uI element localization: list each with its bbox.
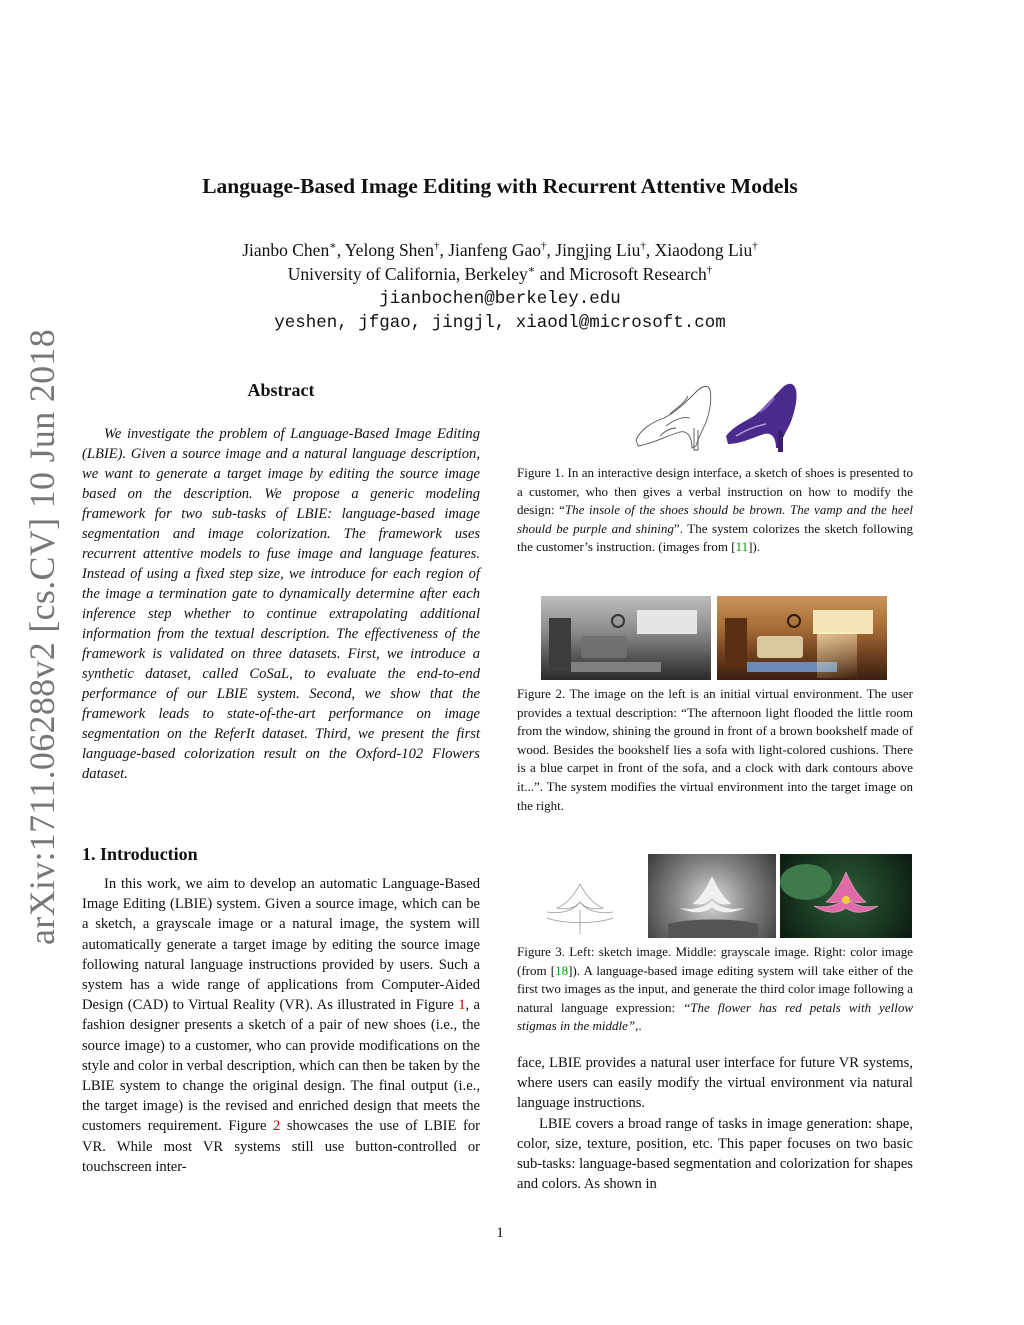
figure-1-images [630, 378, 800, 456]
flower-color-image [780, 854, 912, 938]
body-paragraph: face, LBIE provides a natural user interface for future VR systems, where users can easily modify the virtual environment via natural language instructions. [517, 1055, 913, 1112]
figure-2-caption: Figure 2. The image on the left is an initial virtual environment. The user provides a textual description: “The afternoon light flooded the little room from the window, shining the ground in front of a brown bookshelf made of wood. Besides the bookshelf lies a sofa with light-colored cushions. There is a blue carpet in front of the sofa, and a clock with dark contours above it...”. The system modifies the virtual environment into the target image on the right. [517, 686, 913, 813]
room-color-image [717, 596, 887, 680]
affiliation-part: University of California, Berkeley [287, 264, 528, 284]
paper-title: Language-Based Image Editing with Recurrent Attentive Models [202, 174, 798, 198]
abstract-text: We investigate the problem of Language-Based Image Editing (LBIE). Given a source image and a natural language description, we want to generate a target image by editing the source image based on the description. We propose a generic modeling framework for two sub-tasks of LBIE: language-based image segmentation and image colorization. The framework uses recurrent attentive models to fuse image and language features. Instead of using a fixed step size, we introduce for each region of the image a termination gate to dynamically determine after each inference step whether to continue extrapolating additional information from the textual description. The effectiveness of the framework is validated on three datasets. First, we introduce a synthetic dataset, called CoSaL, to evaluate the end-to-end performance of our LBIE system. Second, we show that the framework leads to state-of-the-art performance on image segmentation on the ReferIt dataset. Third, we present the first language-based colorization result on the Oxford-102 Flowers dataset. [82, 426, 480, 782]
author-name: Jingjing Liu [555, 240, 641, 260]
email-berkeley: jianbochen@berkeley.edu [379, 289, 621, 309]
flower-grayscale-image [648, 854, 776, 938]
affiliation-mark: ∗ [527, 264, 536, 277]
page-number: 1 [496, 1225, 504, 1241]
figure-3-caption [517, 943, 913, 1036]
caption-part: ]). A language-based image editing system will take either of the first two images as the input, and generate the third color image following a natural language expression: [517, 962, 914, 1015]
introduction-heading: 1. Introduction [82, 844, 198, 864]
caption-quote: “The flower has red petals with yellow stigmas in the middle” [517, 999, 913, 1034]
caption-quote: The insole of the shoes should be brown. The vamp and the heel should be purple and shining [517, 502, 913, 536]
arxiv-stamp: arXiv:1711.06288v2 [cs.CV] 10 Jun 2018 [22, 328, 62, 945]
affiliation-part: and Microsoft Research [535, 264, 707, 284]
caption-part: ,. [635, 1018, 642, 1034]
author-name: Jianbo Chen [242, 240, 330, 260]
body-paragraph: LBIE covers a broad range of tasks in image generation: shape, color, size, texture, position, etc. This paper focuses on two basic sub-tasks: language-based segmentation and colorization for shapes and colors. As shown in [517, 1115, 913, 1193]
affiliation-mark: † [706, 264, 713, 277]
author-name: Xiaodong Liu [654, 240, 753, 260]
figure-2-link[interactable]: 2 [273, 1118, 281, 1135]
author-mark: ∗ [329, 240, 337, 253]
room-grayscale-image [541, 596, 711, 680]
author-mark: † [752, 240, 758, 253]
citation-11-link[interactable]: 11 [735, 539, 749, 555]
introduction-text [82, 874, 480, 1177]
intro-text-part: , a fashion designer presents a sketch of a pair of new shoes (i.e., the source image) to a customer, who can provide modifications on the style and color in verbal description, which can then be taken by the LBIE system to change the original design. The final output (i.e., the target image) is the revised and enriched design that meets the customers requirement. Figure [82, 997, 480, 1135]
author-mark: † [541, 240, 547, 253]
figure-1-caption [517, 464, 913, 557]
citation-18-link[interactable]: 18 [555, 962, 569, 978]
author-mark: † [433, 240, 440, 253]
intro-text-part: In this work, we aim to develop an automatic Language-Based Image Editing (LBIE) system. Given a source image, which can be a sketch, a grayscale image or a natural image, the system will automatically generate a target image by editing the source image following natural language instructions provided by users. Such a system has a wide range of applications from Computer-Aided Design (CAD) to Virtual Reality (VR). As illustrated in Figure [82, 876, 480, 1014]
author-mark: † [640, 240, 646, 253]
affiliation [0, 264, 1000, 285]
figure-1-link[interactable]: 1 [458, 997, 466, 1014]
author-list: Jianbo Chen∗, Yelong Shen†, Jianfeng Gao†, Jingjing Liu†, Xiaodong Liu† [242, 240, 758, 260]
right-column-body [517, 1053, 913, 1194]
colorized-shoe-image [720, 378, 800, 456]
email-microsoft: yeshen, jfgao, jingjl, xiaodl@microsoft.com [274, 313, 726, 333]
author-name: Yelong Shen [344, 240, 434, 260]
flower-sketch-image [517, 854, 643, 938]
caption-part: ”. The system colorizes the sketch following the customer’s instruction. (images from [ [517, 520, 913, 555]
caption-part: Figure 1. In an interactive design interface, a sketch of shoes is presented to a customer, who then gives a verbal instruction on how to modify the design: “ [517, 465, 913, 518]
abstract-heading: Abstract [247, 380, 315, 400]
intro-text-part: showcases the use of LBIE for VR. While most VR systems still use button-controlled or touchscreen inter- [82, 1118, 481, 1175]
caption-part: ]). [748, 539, 760, 555]
caption-part: Figure 3. Left: sketch image. Middle: grayscale image. Right: color image (from [ [517, 944, 913, 978]
author-name: Jianfeng Gao [448, 240, 542, 260]
